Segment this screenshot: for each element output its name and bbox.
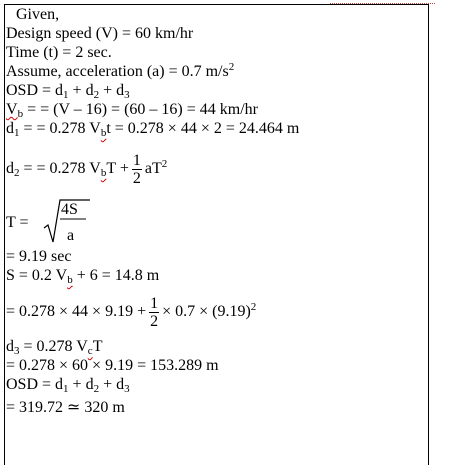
sqrt-denominator: a — [67, 227, 75, 244]
s-line: S = 0.2 $V_b + 6 = 14.8$ m — [6, 267, 160, 286]
given-line: Given, — [16, 6, 60, 23]
vb-line: $V_b$ = = (V – 16) = (60 – 16) = 44 km/hr — [6, 101, 258, 120]
d2-calc-line: = 0.278 × 44 × 9.19 + $\frac{1}{2}$ × $0.7 \times (9.19)^2$ — [6, 294, 257, 330]
one-half-fraction: $\frac{1}{2}$ — [132, 151, 141, 187]
sqrt-numerator: 4S — [61, 201, 78, 218]
osd-sum-line: OSD = $d_1 + d_2 + d_3$ — [6, 376, 130, 395]
d1-line: $d_1$ = = 0.278 $V_bt = 0.278 \times 44 \times 2 = 24.464$ m — [6, 120, 300, 139]
d3-calc-line: = 0.278 × 60 × 9.19 = 153.289 m — [6, 357, 219, 374]
d3-formula-line: $d_3 = 0.278$ $V_cT$ — [6, 338, 103, 357]
final-result-line: = 319.72 ≃ 320 m — [6, 399, 125, 416]
time-line: Time (t) = 2 sec. — [6, 44, 112, 61]
t-value-line: = 9.19 sec — [6, 248, 72, 265]
d2-formula-line: $d_2$ = = 0.278 $V_bT$ + $\frac{1}{2}$ $aT^2$ — [6, 151, 168, 187]
osd-formula-line: OSD = $d_1 + d_2 + d_3$ — [6, 82, 130, 101]
header-mark — [330, 0, 435, 4]
one-half-fraction-2: $\frac{1}{2}$ — [150, 294, 159, 330]
design-speed-line: Design speed (V) = 60 km/hr — [6, 25, 194, 42]
t-equals-label: T = — [6, 214, 29, 231]
acceleration-line: Assume, acceleration (a) = 0.7 $m/s^2$ — [6, 61, 235, 80]
